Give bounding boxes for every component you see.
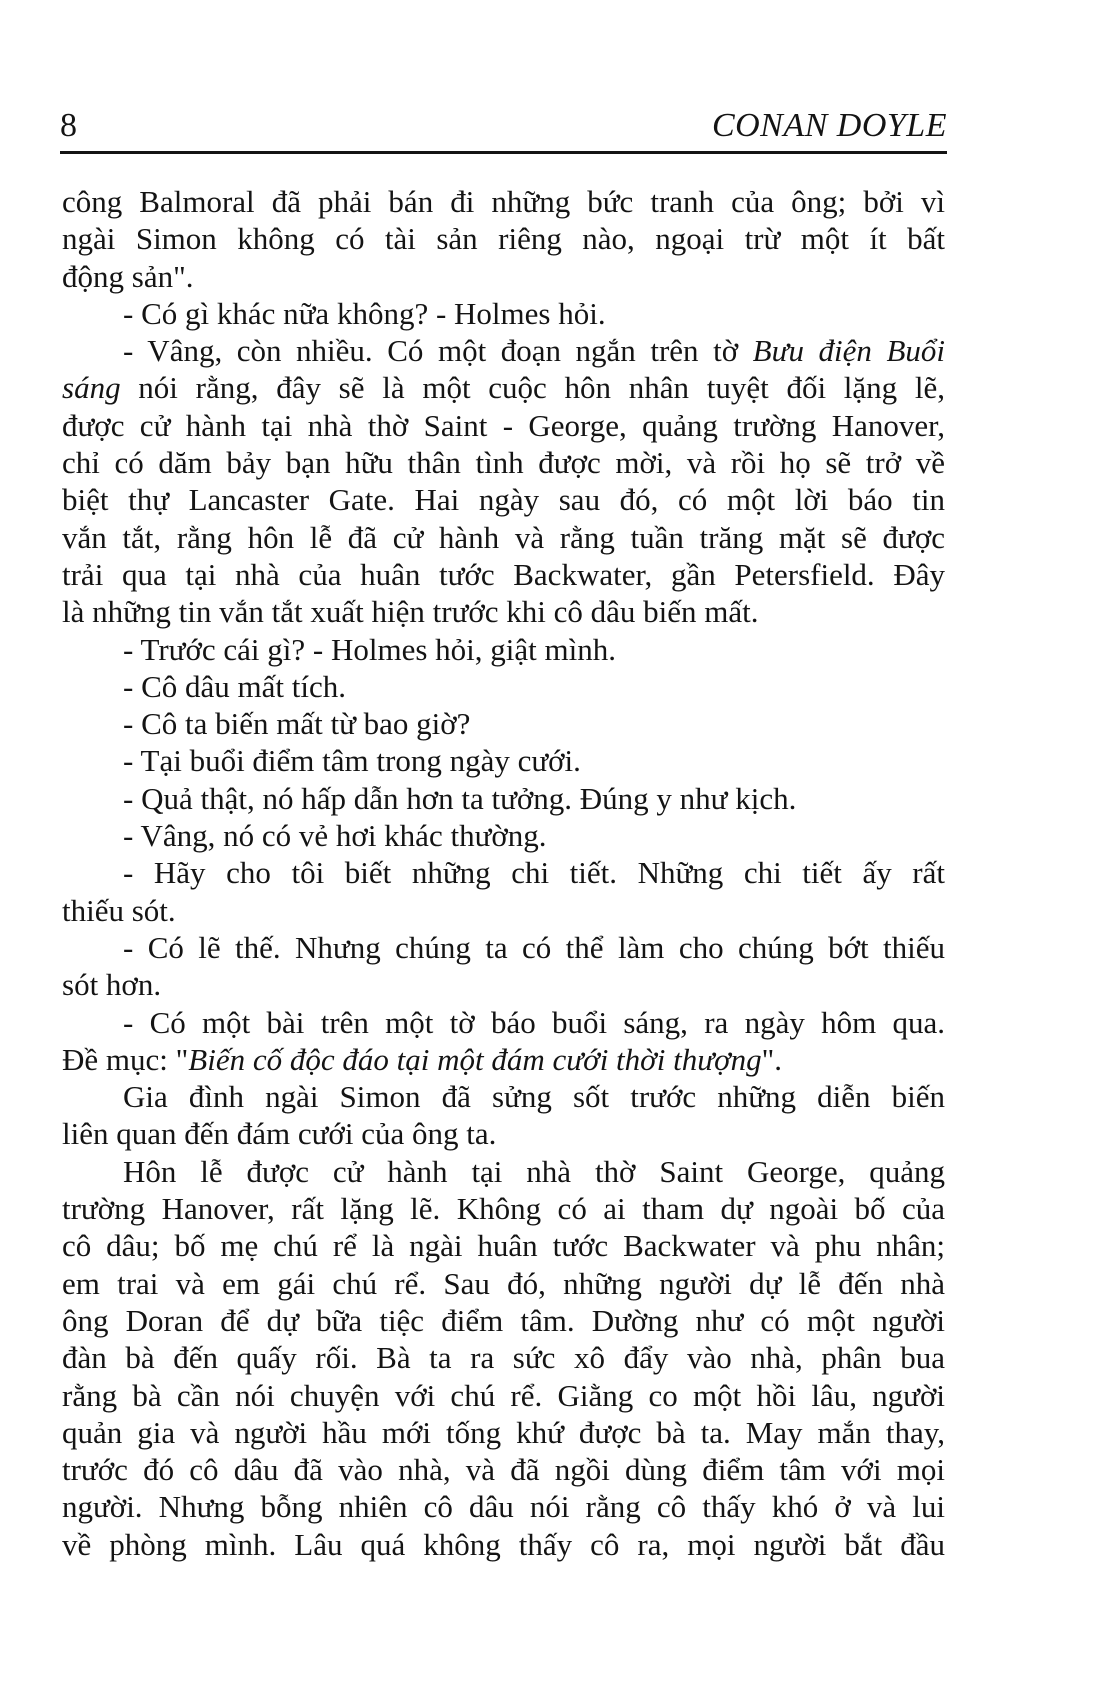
text-segment: ngài Simon không có tài sản riêng nào, ngoại trừ một ít bất [62, 221, 945, 257]
text-line [62, 1190, 945, 1227]
text-segment: - Có lẽ thế. Nhưng chúng ta có thể làm cho chúng bớt thiếu [123, 929, 945, 965]
text-line [62, 929, 945, 966]
text-line [62, 220, 945, 257]
text-segment: là những tin vắn tắt xuất hiện trước khi cô dâu biến mất. [62, 594, 759, 630]
text-line [62, 742, 945, 779]
text-segment: rằng bà cần nói chuyện với chú rể. Giằng co một hồi lâu, người [62, 1377, 945, 1413]
text-line [62, 705, 945, 742]
text-segment: ". [761, 1041, 783, 1077]
text-line [62, 668, 945, 705]
text-line [62, 892, 945, 929]
text-line [62, 1339, 945, 1376]
text-line [62, 519, 945, 556]
text-line [62, 1526, 945, 1563]
text-segment: đàn bà đến quấy rối. Bà ta ra sức xô đẩy vào nhà, phân bua [62, 1340, 945, 1376]
text-segment: Đề mục: " [62, 1041, 189, 1077]
text-line [62, 258, 945, 295]
text-segment: ông Doran để dự bữa tiệc điểm tâm. Dường như có một người [62, 1302, 945, 1338]
italic-text-segment: Biến cố độc đáo tại một đám cưới thời thượng [188, 1041, 762, 1077]
text-segment: quản gia và người hầu mới tống khứ được bà ta. May mắn thay, [62, 1414, 945, 1450]
text-segment: nói rằng, đây sẽ là một cuộc hôn nhân tuyệt đối lặng lẽ, [120, 370, 945, 406]
text-line [62, 593, 945, 630]
text-line [62, 817, 945, 854]
text-line [62, 556, 945, 593]
text-line [62, 631, 945, 668]
text-segment: trường Hanover, rất lặng lẽ. Không có ai tham dự ngoài bố của [62, 1191, 945, 1227]
text-line [62, 854, 945, 891]
italic-text-segment: Bưu điện Buổi [752, 333, 945, 369]
text-line [62, 1227, 945, 1264]
text-segment: biệt thự Lancaster Gate. Hai ngày sau đó, có một lời báo tin [62, 482, 945, 518]
text-line [62, 1004, 945, 1041]
running-title-author: CONAN DOYLE [711, 107, 947, 144]
text-segment: - Vâng, nó có vẻ hơi khác thường. [123, 818, 547, 854]
text-segment: - Vâng, còn nhiều. Có một đoạn ngắn trên tờ [123, 333, 753, 369]
text-segment: liên quan đến đám cưới của ông ta. [62, 1116, 497, 1152]
text-segment: Hôn lễ được cử hành tại nhà thờ Saint George, quảng [123, 1153, 945, 1189]
text-line [62, 966, 945, 1003]
text-segment: - Cô dâu mất tích. [123, 668, 346, 704]
text-segment: về phòng mình. Lâu quá không thấy cô ra, mọi người bắt đầu [62, 1526, 945, 1562]
text-line [62, 295, 945, 332]
text-segment: thiếu sót. [62, 892, 176, 928]
text-line [62, 183, 945, 220]
text-line [62, 444, 945, 481]
text-segment: em trai và em gái chú rể. Sau đó, những người dự lễ đến nhà [62, 1265, 945, 1301]
text-line [62, 1451, 945, 1488]
text-segment: - Cô ta biến mất từ bao giờ? [123, 706, 471, 742]
text-line [62, 407, 945, 444]
header-rule [60, 151, 947, 154]
text-segment: trải qua tại nhà của huân tước Backwater, gần Petersfield. Đây [62, 556, 945, 592]
text-line [62, 1265, 945, 1302]
text-segment: trước đó cô dâu đã vào nhà, và đã ngồi dùng điểm tâm với mọi [62, 1452, 945, 1488]
text-line [62, 1153, 945, 1190]
text-segment: động sản". [62, 258, 194, 294]
text-line [62, 1414, 945, 1451]
text-segment: vắn tắt, rằng hôn lễ đã cử hành và rằng tuần trăng mặt sẽ được [62, 519, 945, 555]
text-line [62, 1488, 945, 1525]
text-segment: sót hơn. [62, 967, 162, 1003]
page-body [62, 183, 945, 1563]
text-line [62, 1302, 945, 1339]
text-line [62, 780, 945, 817]
text-segment: cô dâu; bố mẹ chú rể là ngài huân tước Backwater và phu nhân; [62, 1228, 945, 1264]
text-line [62, 1041, 945, 1078]
text-segment: chỉ có dăm bảy bạn hữu thân tình được mời, và rồi họ sẽ trở về [62, 445, 945, 481]
text-line [62, 1377, 945, 1414]
text-line [62, 1078, 945, 1115]
text-line [62, 481, 945, 518]
text-segment: người. Nhưng bỗng nhiên cô dâu nói rằng cô thấy khó ở và lui [62, 1489, 945, 1525]
italic-text-segment: sáng [62, 370, 121, 406]
text-segment: Gia đình ngài Simon đã sửng sốt trước những diễn biến [123, 1079, 945, 1115]
text-line [62, 1115, 945, 1152]
text-segment: - Quả thật, nó hấp dẫn hơn ta tưởng. Đúng y như kịch. [123, 780, 797, 816]
text-segment: - Hãy cho tôi biết những chi tiết. Những chi tiết ấy rất [123, 855, 945, 891]
text-segment: - Tại buổi điểm tâm trong ngày cưới. [123, 743, 581, 779]
text-segment: - Có gì khác nữa không? - Holmes hỏi. [123, 295, 606, 331]
text-line [62, 332, 945, 369]
text-segment: - Có một bài trên một tờ báo buổi sáng, ra ngày hôm qua. [123, 1004, 945, 1040]
text-line [62, 369, 945, 406]
text-segment: - Trước cái gì? - Holmes hỏi, giật mình. [123, 631, 616, 667]
text-segment: công Balmoral đã phải bán đi những bức tranh của ông; bởi vì [62, 184, 945, 219]
page-number: 8 [60, 107, 77, 144]
text-segment: được cử hành tại nhà thờ Saint - George, quảng trường Hanover, [62, 407, 945, 443]
